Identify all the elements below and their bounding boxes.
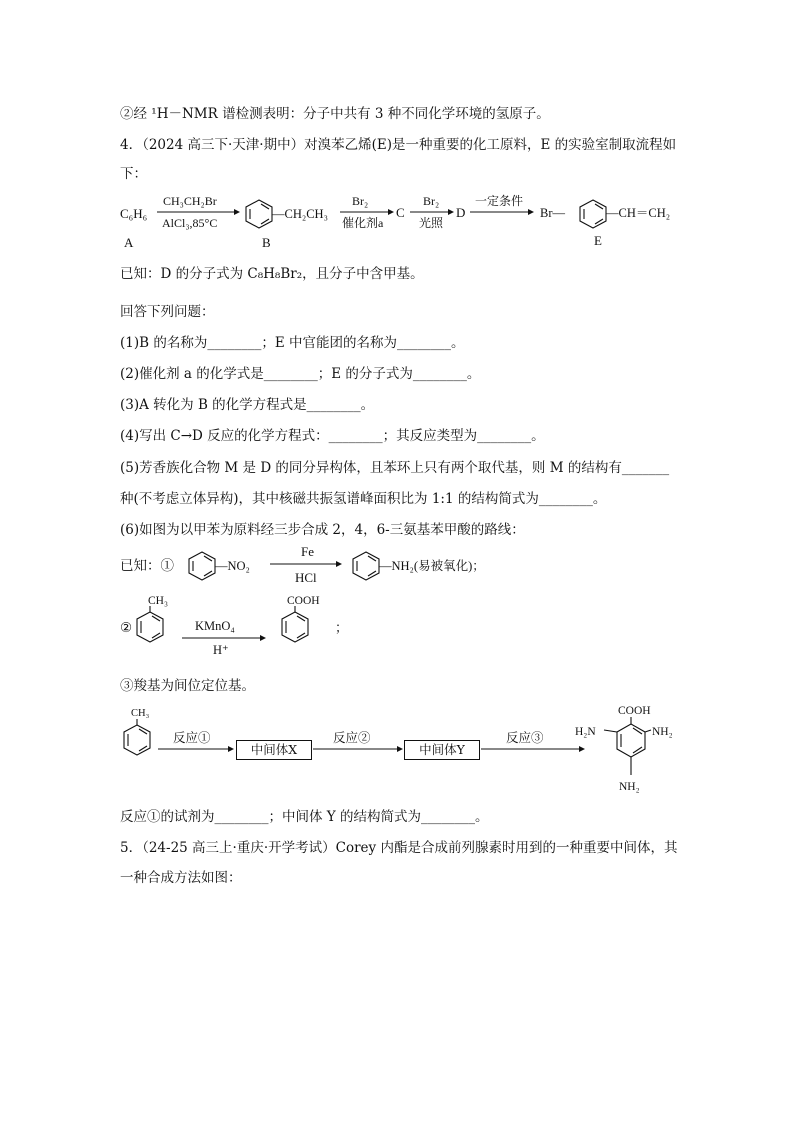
line-nmr: ②经 ¹H－NMR 谱检测表明：分子中共有 3 种不同化学环境的氢原子。 [120,106,550,122]
compound-e-left: Br— [540,206,565,220]
known-2-reagent-bottom: H⁺ [213,643,229,657]
toluene-methyl: CH₃ [148,595,168,607]
product-amino-right: NH₂ [652,726,673,738]
compound-b-substituent: —CH₂CH₃ [272,207,328,221]
part-6: (6)如图为以甲苯为原料经三步合成 2，4，6-三氨基苯甲酸的路线： [120,522,525,538]
known-3: ③羧基为间位定位基。 [120,678,255,694]
route-step-2-label: 反应② [333,731,371,745]
route-step-1-label: 反应① [173,731,211,745]
compound-e-label: E [594,233,602,248]
intermediate-y-label: 中间体Y [419,742,465,757]
compound-b-label: B [262,235,271,250]
known-2-reagent-top: KMnO₄ [195,619,235,633]
compound-a-label: A [124,235,134,250]
intermediate-x-box [236,740,312,760]
product-carboxyl: COOH [618,705,651,717]
known-2-end: ； [335,620,349,635]
route-benzene-ring-toluene [124,725,150,755]
part-1: (1)B 的名称为________；E 中官能团的名称为________。 [120,335,465,351]
known-1-label: 已知：① [120,558,174,574]
part-4: (4)写出 C→D 反应的化学方程式：________；其反应类型为________。 [120,428,545,444]
reagent-3-bottom: 光照 [419,216,444,230]
product-benzene-ring [617,724,645,757]
answer-prompt: 回答下列问题： [120,304,215,320]
route-toluene-methyl: CH₃ [131,708,150,719]
part-5b: 种(不考虑立体异构)，其中核磁共振氢谱峰面积比为 1:1 的结构简式为________。 [120,491,607,507]
known-2-number: ② [120,620,133,635]
amino-group-note: —NH₂(易被氧化)； [379,559,485,573]
reagent-4-top: 一定条件 [475,194,524,208]
known-d-formula: 已知：D 的分子式为 C₈H₈Br₂，且分子中含甲基。 [120,266,424,282]
reagent-3-top: Br₂ [423,194,440,208]
product-amino-bottom: NH₂ [619,781,640,793]
nitro-group: —NO₂ [215,559,250,573]
compound-e-right: —CH＝CH₂ [606,206,671,220]
reagent-2-top: Br₂ [352,194,369,208]
final-question: 反应①的试剂为________；中间体 Y 的结构简式为________。 [120,809,489,825]
part-5a: (5)芳香族化合物 M 是 D 的同分异构体，且苯环上只有两个取代基，则 M 的结构有_______ [120,460,670,476]
compound-d: D [456,205,466,220]
intermediate-x-label: 中间体X [250,742,298,757]
question-4-title: 4．（2024 高三下·天津·期中）对溴苯乙烯(E)是一种重要的化工原料，E 的实验室制取流程如 [120,137,677,153]
intermediate-y-box [404,740,480,760]
reagent-2-bottom: 催化剂a [342,216,384,230]
question-4-title-cont: 下： [120,166,147,182]
known-1-reagent-bottom: HCl [295,570,317,585]
compound-a-formula: C₆H₆ [120,206,148,221]
product-amino-left: H₂N [575,726,596,738]
known-1-reagent-top: Fe [301,544,314,559]
part-3: (3)A 转化为 B 的化学方程式是________。 [120,397,375,413]
question-5-title: 5．（24-25 高三上·重庆·开学考试）Corey 内酯是合成前列腺素时用到的一种重要中间体，其 [120,840,678,856]
part-2: (2)催化剂 a 的化学式是________；E 的分子式为________。 [120,366,481,382]
reagent-1-top: CH₃CH₂Br [163,194,217,208]
compound-c: C [396,205,405,220]
question-5-title-cont: 一种合成方法如图： [120,870,242,886]
route-step-3-label: 反应③ [506,731,544,745]
reagent-1-bottom: AlCl₃,85°C [162,216,218,230]
benzoic-acid-carboxyl: COOH [287,595,320,607]
